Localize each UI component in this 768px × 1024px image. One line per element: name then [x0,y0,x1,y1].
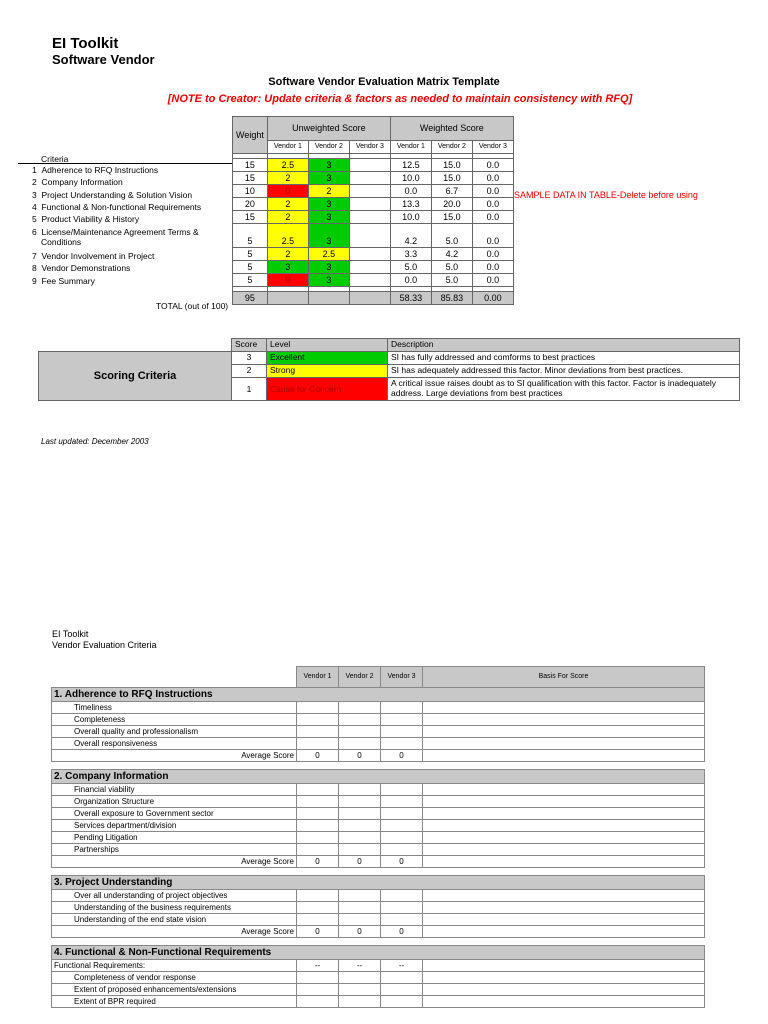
criteria-number: 3 [32,189,37,200]
criteria-divider [18,163,232,164]
sample-data-note: SAMPLE DATA IN TABLE-Delete before using [514,190,698,200]
weight-cell: 5 [233,224,268,248]
unweighted-score [349,185,390,198]
average-score: 0 [339,856,381,868]
scoring-table [231,338,740,401]
criteria-item: Services department/division [52,820,297,832]
vendor-score[interactable] [381,914,423,926]
basis-cell[interactable] [423,702,705,714]
basis-cell [423,856,705,868]
unweighted-score: 0 [267,185,308,198]
average-row [52,750,705,762]
criteria-row [52,714,705,726]
average-label: Average Score [52,926,297,938]
vendor-score[interactable] [297,914,339,926]
unweighted-score: 3 [308,159,349,172]
criteria-row [52,972,705,984]
criteria-item: Extent of proposed enhancements/extensions [52,984,297,996]
criteria-name [32,276,95,286]
weighted-score: 0.0 [472,172,513,185]
weighted-score: 4.2 [431,248,472,261]
criteria-label: Adherence to RFQ Instructions [41,165,159,175]
vendor-col: Vendor 3 [381,667,423,688]
weighted-score: 0.0 [472,159,513,172]
criteria-row [52,984,705,996]
unweighted-score [349,172,390,185]
level-description: A critical issue raises doubt as to SI qualification with this factor. Factor is inadequately address. Large deviations from best practices [388,378,740,401]
score-value: 2 [232,365,267,378]
average-row [52,926,705,938]
basis-cell[interactable] [423,820,705,832]
vendor-score[interactable] [381,714,423,726]
weighted-score: 0.0 [472,185,513,198]
vendor-score[interactable] [339,984,381,996]
vendor-score[interactable] [297,714,339,726]
vendor-score[interactable] [339,914,381,926]
vendor-score[interactable]: -- [297,960,339,972]
score-value: 1 [232,378,267,401]
weight-cell: 5 [233,261,268,274]
section-title: 4. Functional & Non-Functional Requirements [52,946,705,960]
unweighted-score [349,274,390,287]
weight-header: Weight [233,117,268,154]
weighted-score: 15.0 [431,211,472,224]
criteria-label: Product Viability & History [41,214,140,225]
criteria-item: Timeliness [52,702,297,714]
vendor-score[interactable] [339,902,381,914]
unweighted-score: 3 [308,211,349,224]
weight-cell: 15 [233,159,268,172]
basis-cell[interactable] [423,902,705,914]
total-weighted-score: 58.33 [390,292,431,305]
vendor-score[interactable] [339,796,381,808]
unweighted-score: 3 [308,224,349,248]
basis-cell[interactable] [423,832,705,844]
vendor-score[interactable] [381,972,423,984]
criteria-item: Completeness [52,714,297,726]
criteria-item: Extent of BPR required [52,996,297,1008]
vendor-score[interactable] [339,820,381,832]
score-value: 3 [232,352,267,365]
criteria-row [52,844,705,856]
criteria-label-cont: Conditions [41,236,82,247]
criteria-number: 1 [32,165,37,175]
average-score: 0 [339,750,381,762]
criteria-number: 9 [32,275,37,286]
total-weighted-score: 0.00 [472,292,513,305]
basis-cell[interactable] [423,890,705,902]
vendor-score[interactable] [381,702,423,714]
vendor-score[interactable] [297,996,339,1008]
vendor-score[interactable] [381,726,423,738]
criteria-row [52,960,705,972]
basis-cell[interactable] [423,844,705,856]
criteria-item: Pending Litigation [52,832,297,844]
criteria-row [52,784,705,796]
criteria-row [233,248,514,261]
criteria-row [233,185,514,198]
level-concern: Cause for Concern [267,378,388,401]
description-header: Description [388,339,740,352]
criteria-item: Completeness of vendor response [52,972,297,984]
unweighted-score: 2 [308,185,349,198]
weighted-score: 0.0 [472,261,513,274]
unweighted-score [349,248,390,261]
toolkit-subtitle: Software Vendor [52,52,155,67]
weight-cell: 5 [233,274,268,287]
evaluation-matrix [232,116,514,305]
criteria-number: 7 [32,251,37,261]
criteria-label: Vendor Demonstrations [41,263,131,274]
average-score: 0 [297,926,339,938]
criteria-number: 4 [32,201,37,212]
vendor-score[interactable] [339,702,381,714]
weighted-score: 6.7 [431,185,472,198]
criteria-number: 2 [32,177,37,188]
weight-cell: 10 [233,185,268,198]
criteria-row [52,820,705,832]
section-header [52,876,705,890]
vendor-col: Vendor 3 [472,140,513,153]
vendor-criteria-grid [51,666,705,1008]
page2-title: EI Toolkit [52,629,89,639]
average-row [52,856,705,868]
weighted-score: 5.0 [390,261,431,274]
weighted-score: 3.3 [390,248,431,261]
weighted-score: 0.0 [472,211,513,224]
vendor-score[interactable] [339,784,381,796]
vendor-score[interactable] [297,984,339,996]
criteria-number: 5 [32,214,37,225]
section-title: 1. Adherence to RFQ Instructions [52,688,705,702]
criteria-item: Partnerships [52,844,297,856]
weight-cell: 20 [233,198,268,211]
criteria-label: License/Maintenance Agreement Terms & [41,226,199,237]
unweighted-header: Unweighted Score [267,117,390,141]
criteria-name [32,214,139,224]
criteria-name [32,165,158,175]
weighted-score: 12.5 [390,159,431,172]
weighted-score: 15.0 [431,172,472,185]
criteria-item: Financial viability [52,784,297,796]
criteria-row [233,172,514,185]
criteria-row [52,832,705,844]
weighted-score: 5.0 [431,274,472,287]
vendor-col: Vendor 1 [267,140,308,153]
unweighted-score: 2.5 [308,248,349,261]
vendor-col: Vendor 3 [349,140,390,153]
section-header [52,946,705,960]
score-header: Score [232,339,267,352]
vendor-score[interactable] [297,902,339,914]
weighted-score: 0.0 [390,185,431,198]
basis-cell[interactable] [423,796,705,808]
unweighted-score: 2 [267,172,308,185]
vendor-score[interactable] [297,890,339,902]
vendor-score[interactable]: -- [381,960,423,972]
average-score: 0 [339,926,381,938]
section-title: 3. Project Understanding [52,876,705,890]
basis-cell[interactable] [423,996,705,1008]
criteria-row [233,224,514,248]
total-weighted-score: 85.83 [431,292,472,305]
unweighted-score: 3 [308,274,349,287]
average-score: 0 [297,856,339,868]
vendor-score[interactable] [297,738,339,750]
vendor-score[interactable] [381,844,423,856]
document-title: Software Vendor Evaluation Matrix Template [268,76,500,88]
criteria-label: Project Understanding & Solution Vision [41,189,193,200]
unweighted-score [349,159,390,172]
criteria-item: Overall exposure to Government sector [52,808,297,820]
criteria-item: Overall responsiveness [52,738,297,750]
last-updated: Last updated: December 2003 [41,437,149,446]
unweighted-score [349,198,390,211]
vendor-score[interactable] [381,808,423,820]
criteria-label: Company Information [41,177,123,188]
weighted-score: 20.0 [431,198,472,211]
vendor-score[interactable] [339,972,381,984]
criteria-number: 6 [32,226,37,237]
scoring-criteria-title: Scoring Criteria [38,351,232,401]
vendor-score[interactable] [381,996,423,1008]
criteria-label: Criteria [41,154,69,164]
unweighted-score [349,224,390,248]
vendor-score[interactable] [297,726,339,738]
criteria-name [32,190,192,200]
vendor-score[interactable] [381,832,423,844]
criteria-item: Over all understanding of project objectives [52,890,297,902]
unweighted-score [349,211,390,224]
criteria-label: Vendor Involvement in Project [41,251,155,261]
unweighted-score: 2.5 [267,224,308,248]
weight-cell: 15 [233,211,268,224]
criteria-row [52,808,705,820]
vendor-score[interactable] [297,820,339,832]
vendor-score[interactable] [339,996,381,1008]
unweighted-score [349,261,390,274]
vendor-col: Vendor 2 [339,667,381,688]
average-label: Average Score [52,856,297,868]
criteria-label: Functional & Non-functional Requirements [41,201,202,212]
vendor-score[interactable] [381,738,423,750]
vendor-score[interactable] [339,738,381,750]
vendor-score[interactable] [381,784,423,796]
average-score: 0 [381,856,423,868]
vendor-score[interactable] [297,784,339,796]
criteria-name [32,227,199,247]
criteria-name [32,251,154,261]
criteria-row [52,996,705,1008]
vendor-score[interactable] [297,796,339,808]
unweighted-score: 3 [308,198,349,211]
section-header [52,688,705,702]
weighted-score: 15.0 [431,159,472,172]
basis-cell[interactable] [423,984,705,996]
basis-cell[interactable] [423,960,705,972]
level-header: Level [267,339,388,352]
criteria-row [52,914,705,926]
basis-header: Basis For Score [423,667,705,688]
criteria-row [52,890,705,902]
vendor-score[interactable] [339,714,381,726]
unweighted-score: 2.5 [267,159,308,172]
average-label: Average Score [52,750,297,762]
basis-cell[interactable] [423,714,705,726]
unweighted-score: 2 [267,248,308,261]
vendor-col: Vendor 1 [297,667,339,688]
level-strong: Strong [267,365,388,378]
basis-cell[interactable] [423,784,705,796]
vendor-score[interactable] [381,984,423,996]
average-score: 0 [381,926,423,938]
unweighted-score: 3 [308,172,349,185]
criteria-row [233,274,514,287]
weighted-score: 5.0 [431,261,472,274]
unweighted-score: 2 [267,198,308,211]
criteria-name [32,177,123,187]
vendor-score[interactable] [297,702,339,714]
criteria-item: Overall quality and professionalism [52,726,297,738]
weighted-score: 0.0 [472,274,513,287]
unweighted-score: 3 [267,261,308,274]
average-score: 0 [381,750,423,762]
criteria-number: 8 [32,263,37,274]
basis-cell[interactable] [423,738,705,750]
weight-cell: 5 [233,248,268,261]
total-label: TOTAL (out of 100) [156,301,229,311]
criteria-row [233,211,514,224]
criteria-lead: Functional Requirements: [52,960,297,972]
level-description: SI has adequately addressed this factor. Minor deviations from best practices. [388,365,740,378]
criteria-row [233,159,514,172]
weighted-header: Weighted Score [390,117,513,141]
criteria-row [52,902,705,914]
weighted-score: 10.0 [390,172,431,185]
criteria-name [32,202,201,212]
vendor-score[interactable] [339,890,381,902]
criteria-name [32,263,130,273]
basis-cell[interactable] [423,726,705,738]
basis-cell [423,750,705,762]
average-score: 0 [297,750,339,762]
vendor-score[interactable]: -- [339,960,381,972]
vendor-score[interactable] [339,808,381,820]
unweighted-score: 0 [267,274,308,287]
weighted-score: 0.0 [390,274,431,287]
weight-cell: 15 [233,172,268,185]
weighted-score: 0.0 [472,248,513,261]
total-weight: 95 [233,292,268,305]
unweighted-score: 2 [267,211,308,224]
criteria-item: Organization Structure [52,796,297,808]
vendor-col: Vendor 2 [431,140,472,153]
page2-subtitle: Vendor Evaluation Criteria [52,640,157,650]
level-description: SI has fully addressed and comforms to best practices [388,352,740,365]
toolkit-title: EI Toolkit [52,35,119,52]
vendor-score[interactable] [297,808,339,820]
weighted-score: 4.2 [390,224,431,248]
criteria-row [52,738,705,750]
basis-cell[interactable] [423,914,705,926]
criteria-row [233,261,514,274]
vendor-score[interactable] [297,844,339,856]
criteria-row [52,702,705,714]
criteria-item: Understanding of the business requirements [52,902,297,914]
vendor-col: Vendor 2 [308,140,349,153]
section-header [52,770,705,784]
weighted-score: 0.0 [472,224,513,248]
weighted-score: 5.0 [431,224,472,248]
criteria-item: Understanding of the end state vision [52,914,297,926]
section-title: 2. Company Information [52,770,705,784]
criteria-row [52,726,705,738]
vendor-score[interactable] [339,832,381,844]
creator-note: [NOTE to Creator: Update criteria & factors as needed to maintain consistency with RFQ] [167,93,633,105]
vendor-score[interactable] [297,832,339,844]
vendor-score[interactable] [381,890,423,902]
criteria-row [52,796,705,808]
basis-cell[interactable] [423,972,705,984]
basis-cell[interactable] [423,808,705,820]
vendor-score[interactable] [339,844,381,856]
vendor-score[interactable] [381,796,423,808]
vendor-col: Vendor 1 [390,140,431,153]
vendor-score[interactable] [339,726,381,738]
basis-cell [423,926,705,938]
unweighted-score: 3 [308,261,349,274]
weighted-score: 13.3 [390,198,431,211]
vendor-score[interactable] [381,820,423,832]
vendor-score[interactable] [381,902,423,914]
criteria-label: Fee Summary [41,275,95,286]
level-excellent: Excellent [267,352,388,365]
weighted-score: 10.0 [390,211,431,224]
weighted-score: 0.0 [472,198,513,211]
vendor-score[interactable] [297,972,339,984]
criteria-row [233,198,514,211]
